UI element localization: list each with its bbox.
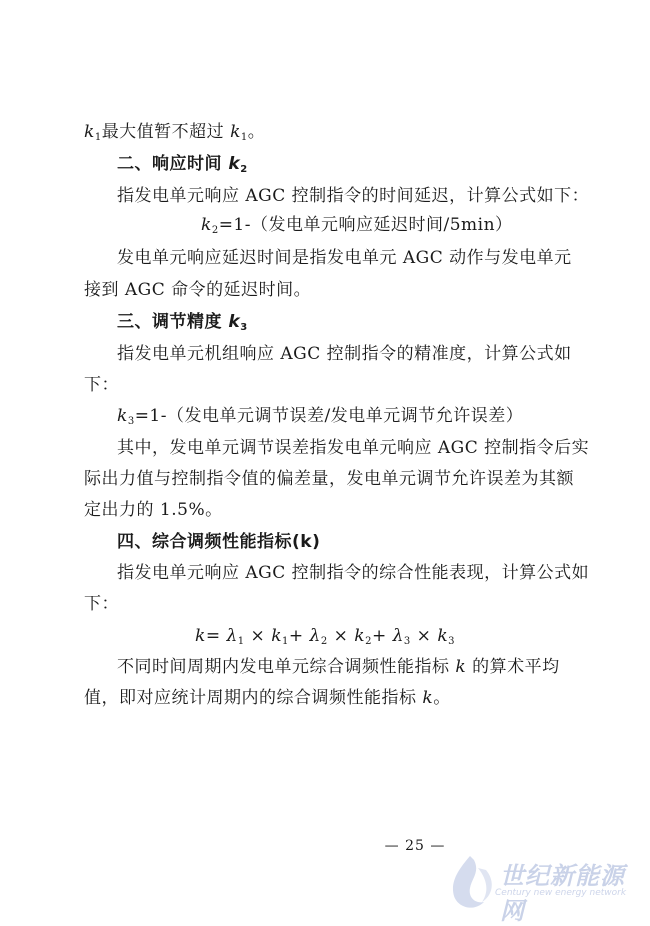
paragraph-line: 指发电单元机组响应 AGC 控制指令的精准度，计算公式如 [117, 344, 572, 364]
paragraph-line: 下： [84, 375, 119, 395]
paragraph-line: 接到 AGC 命令的延迟时间。 [84, 280, 312, 300]
text-line-k1-max: $k_1$最大值暂不超过 $k_1$。 [84, 122, 266, 143]
paragraph-line: 指发电单元响应 AGC 控制指令的时间延迟，计算公式如下： [117, 186, 590, 206]
watermark-logo [440, 852, 645, 925]
paragraph-line: 值，即对应统计周期内的综合调频性能指标 k。 [84, 688, 451, 708]
section-heading-composite-index: 四、综合调频性能指标(k) [117, 532, 321, 552]
paragraph-line: 定出力的 1.5%。 [84, 500, 223, 520]
paragraph-line: 下： [84, 594, 119, 614]
page-number: — 25 — [384, 838, 446, 854]
watermark-tagline: Century new energy network [495, 888, 627, 898]
paragraph-line: 指发电单元响应 AGC 控制指令的综合性能表现，计算公式如 [117, 563, 590, 583]
watermark-name: 世纪新能源网 [500, 862, 625, 925]
formula-k-composite: $k= \lambda_1 \times k_1+ \lambda_2 \times k_2+ \lambda_3 \times k_3$ [195, 626, 455, 647]
paragraph-line: 其中，发电单元调节误差指发电单元响应 AGC 控制指令后实 [117, 438, 590, 458]
formula-k3: $k_3=1-$（发电单元调节误差/发电单元调节允许误差） [117, 406, 524, 427]
flame-logo-icon [440, 852, 500, 914]
paragraph-line: 发电单元响应延迟时间是指发电单元 AGC 动作与发电单元 [117, 248, 572, 268]
paragraph-line: 际出力值与控制指令值的偏差量，发电单元调节允许误差为其额 [84, 469, 574, 489]
paragraph-line: 不同时间周期内发电单元综合调频性能指标 k 的算术平均 [117, 657, 560, 677]
section-heading-regulation-accuracy: 三、调节精度 $k_3$ [117, 312, 248, 333]
formula-k2: $k_2=1-$（发电单元响应延迟时间/5min） [201, 215, 513, 236]
section-heading-response-time: 二、响应时间 $k_2$ [117, 154, 248, 175]
